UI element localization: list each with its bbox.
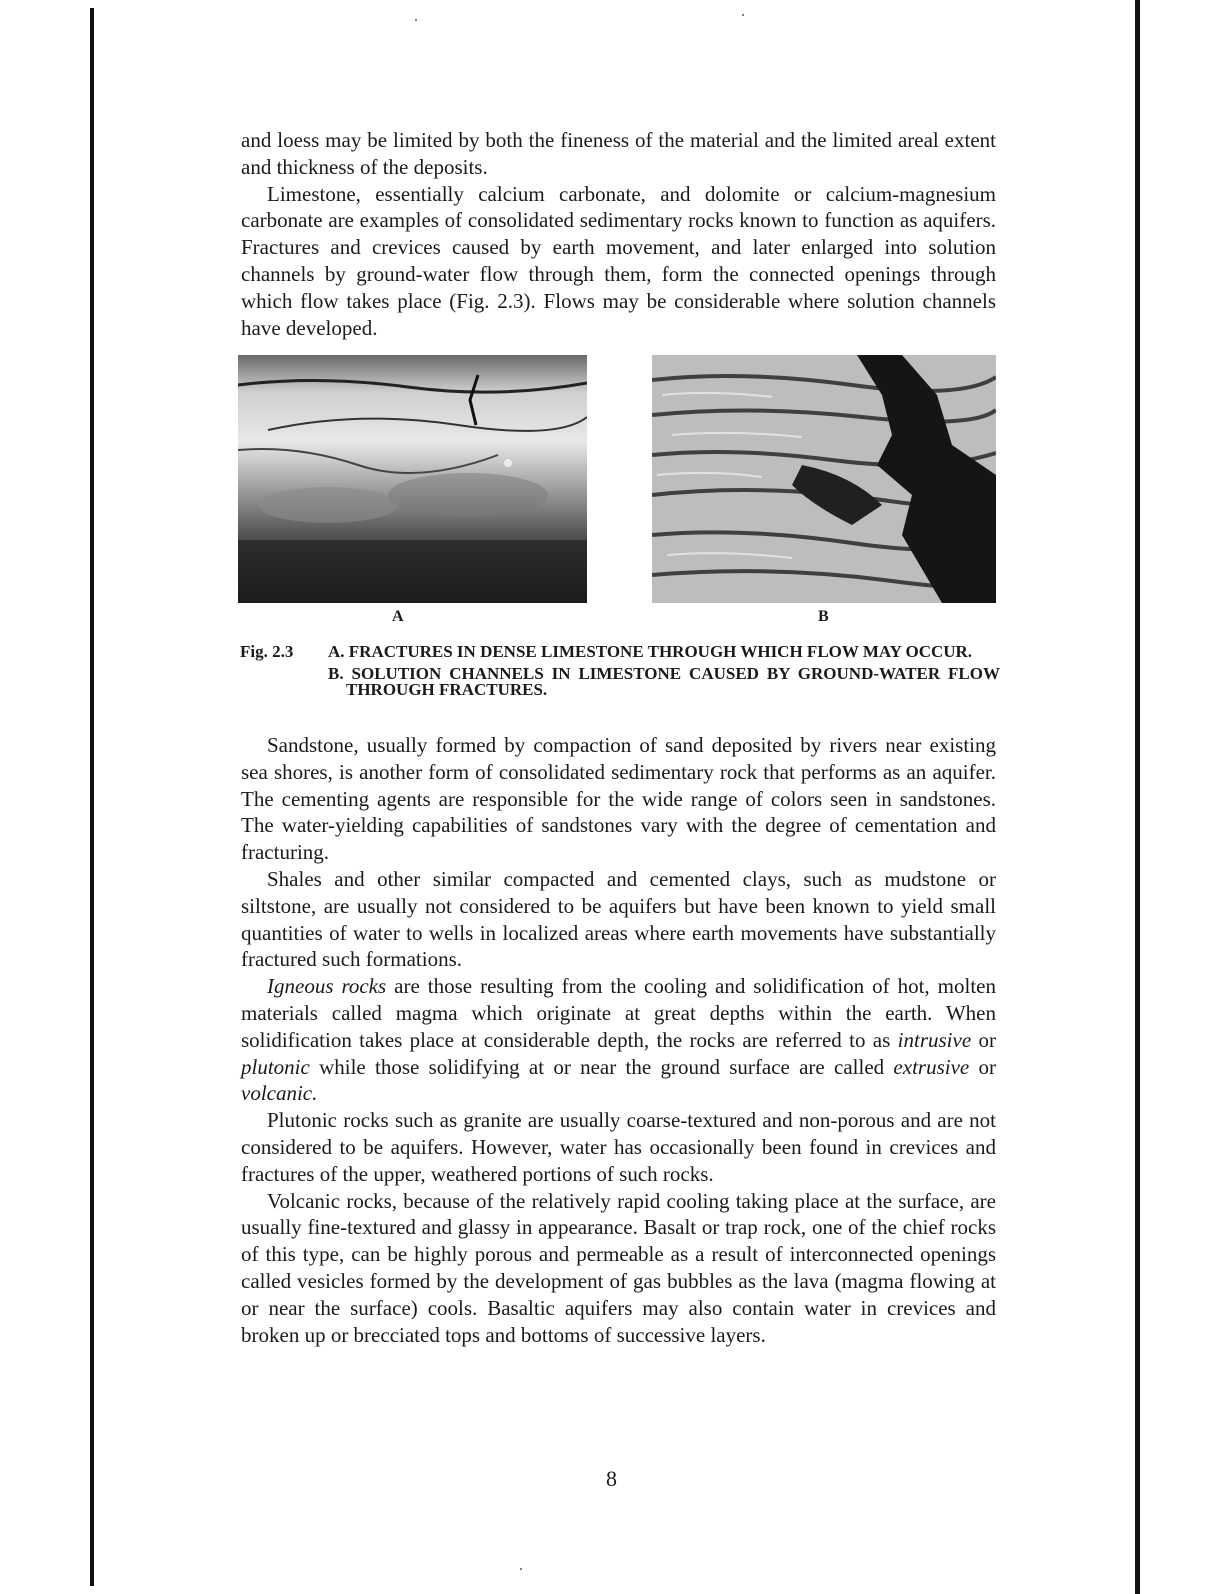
paragraph-loess: and loess may be limited by both the fineness of the material and the limited areal extent and thickness of the deposits. xyxy=(241,128,996,179)
scan-edge-right xyxy=(1135,0,1140,1594)
scan-speck xyxy=(520,1568,522,1570)
igneous-text-4: or xyxy=(969,1054,996,1079)
igneous-text-3: while those solidifying at or near the ground surface are called xyxy=(309,1054,894,1079)
scan-speck xyxy=(415,19,417,21)
paragraph-limestone: Limestone, essentially calcium carbonate, and dolomite or calcium-magnesium carbonate are examples of consolidated sedimentary rocks known to function as aquifers. Fractures and crevices caused by earth movement, and later enlarged into solution channels by ground-water flow through them, form the connected openings through which flow takes place (Fig. 2.3). Flows may be considerable where solution channels have developed. xyxy=(241,181,996,340)
photo-solution-channels xyxy=(652,355,996,603)
scan-speck xyxy=(742,14,744,16)
paragraph-plutonic: Plutonic rocks such as granite are usually coarse-textured and non-porous and are not considered to be aquifers. However, water has occasionally been found in crevices and fractures of the upper, weathered portions of such rocks. xyxy=(241,1108,996,1186)
term-extrusive: extrusive xyxy=(893,1054,970,1079)
igneous-text-1: are those resulting from the cooling and solidification of hot, molten materials called magma which originate at great depths within the earth. When solidification takes place at considerable depth, the rocks are referred to as xyxy=(241,974,996,1052)
text-block-lower xyxy=(241,732,996,1348)
term-igneous-rocks: Igneous rocks xyxy=(267,974,387,999)
photo-fractures-limestone xyxy=(238,355,587,603)
text-block-top xyxy=(241,127,996,341)
paragraph-igneous xyxy=(241,973,996,1107)
page-number: 8 xyxy=(606,1466,617,1491)
paragraph-volcanic: Volcanic rocks, because of the relatively rapid cooling taking place at the surface, are usually fine-textured and glassy in appearance. Basalt or trap rock, one of the chief rocks of this type, can be highly porous and permeable as a result of interconnected openings called vesicles formed by the development of gas bubbles as the lava (magma flowing at or near the surface) cools. Basaltic aquifers may also contain water in crevices and broken up or brecciated tops and bottoms of successive layers. xyxy=(241,1188,996,1347)
figure-caption xyxy=(240,644,1000,698)
term-intrusive: intrusive xyxy=(897,1027,972,1052)
caption-item-a: A. FRACTURES IN DENSE LIMESTONE THROUGH WHICH FLOW MAY OCCUR. xyxy=(328,642,973,661)
paragraph-sandstone: Sandstone, usually formed by compaction of sand deposited by rivers near existing sea shores, is another form of consolidated sedimentary rock that performs as an aquifer. The cementing agents are responsible for the wide range of colors seen in sandstones. The water-yielding capabilities of sandstones vary with the degree of cementation and fracturing. xyxy=(241,733,996,865)
figure-number: Fig. 2.3 xyxy=(240,642,294,661)
caption-item-b: B. SOLUTION CHANNELS IN LIMESTONE CAUSED BY GROUND-WATER FLOW THROUGH FRACTURES. xyxy=(328,664,1000,699)
scan-edge-left xyxy=(90,8,94,1586)
term-plutonic: plutonic xyxy=(241,1054,310,1079)
term-volcanic: volcanic. xyxy=(241,1081,318,1106)
igneous-text-2: or xyxy=(971,1027,996,1052)
figure-label-a: A xyxy=(392,608,404,625)
paragraph-shales: Shales and other similar compacted and cemented clays, such as mudstone or siltstone, are usually not considered to be aquifers but have been known to yield small quantities of water to wells in localized areas where earth movements have substantially fractured such formations. xyxy=(241,866,996,972)
figure-label-b: B xyxy=(818,608,829,625)
